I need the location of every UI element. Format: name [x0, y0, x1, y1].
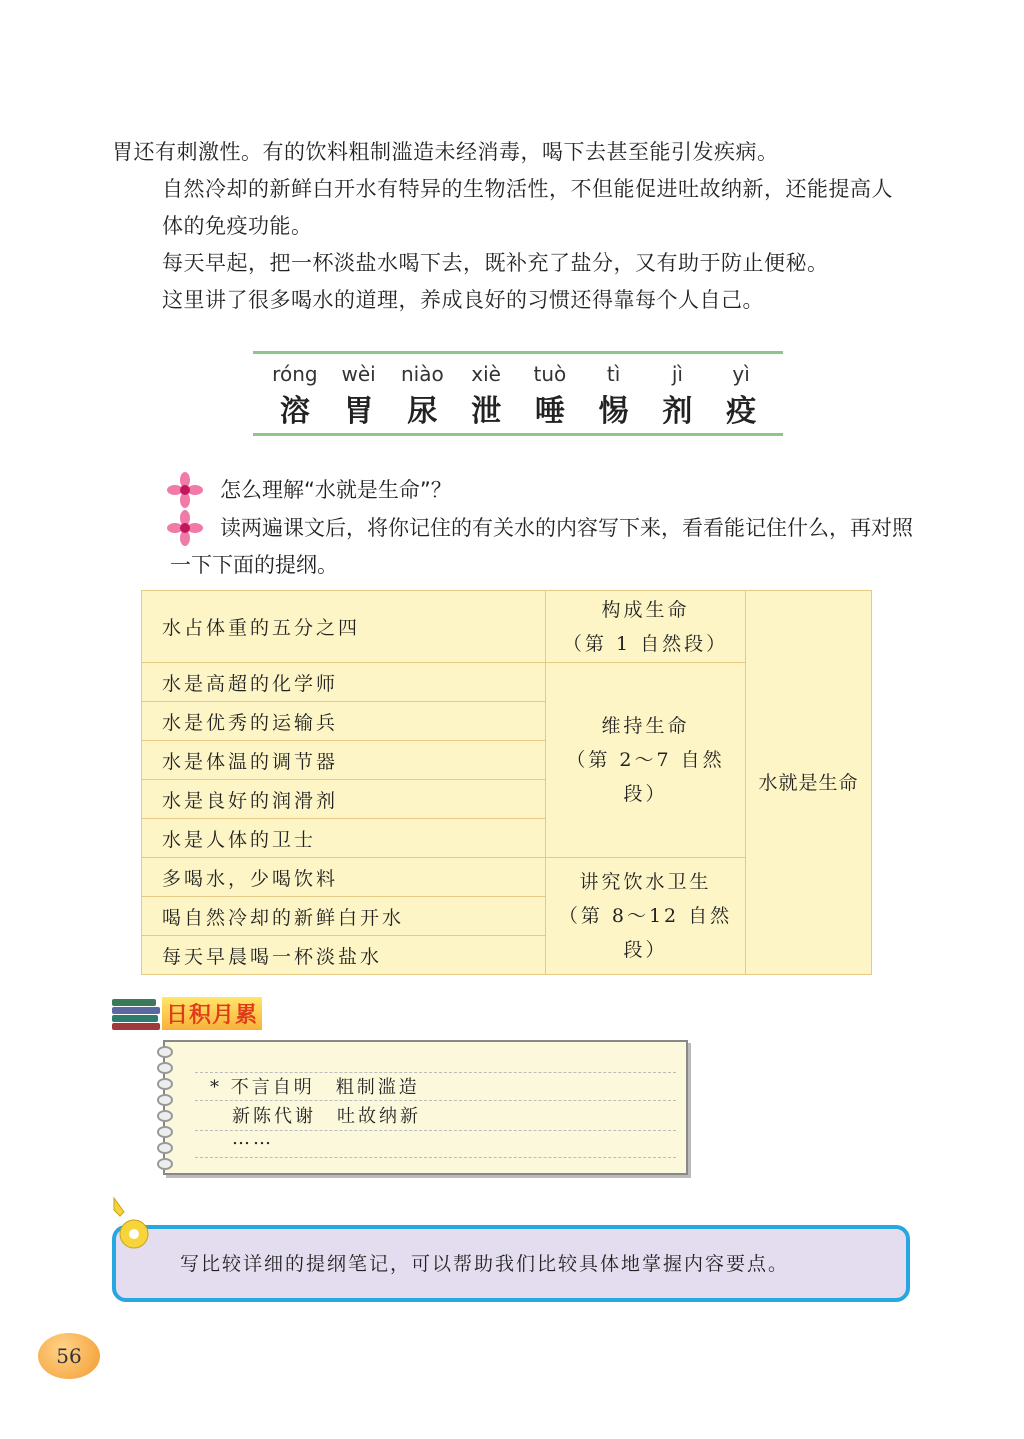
- ring-icon: [157, 1126, 173, 1138]
- outline-item: 喝自然冷却的新鲜白开水: [142, 897, 546, 936]
- outline-group: [546, 858, 746, 975]
- tip-box: [112, 1225, 910, 1302]
- ring-icon: [157, 1046, 173, 1058]
- hanzi: 尿: [407, 394, 438, 429]
- ring-icon: [157, 1110, 173, 1122]
- hanzi: 疫: [726, 394, 757, 429]
- pinyin: xiè: [471, 362, 501, 386]
- hanzi: 泄: [471, 394, 502, 429]
- outline-item: 水占体重的五分之四: [142, 591, 546, 663]
- outline-group: [546, 663, 746, 858]
- outline-item: 水是高超的化学师: [142, 663, 546, 702]
- group-paragraphs: （第 1 自然段）: [562, 632, 729, 655]
- ring-icon: [157, 1094, 173, 1106]
- question-2: 读两遍课文后，将你记住的有关水的内容写下来，看看能记住什么，再对照一下下面的提纲。: [170, 516, 913, 577]
- outline-table: [141, 590, 872, 975]
- group-paragraphs: （第 8～12 自然段）: [558, 905, 733, 961]
- section-header: [112, 995, 262, 1031]
- pinyin: róng: [272, 362, 318, 386]
- char-item: [456, 354, 516, 433]
- group-paragraphs: （第 2～7 自然段）: [566, 749, 725, 805]
- pinyin: tì: [606, 362, 621, 386]
- outline-item: 水是优秀的运输兵: [142, 702, 546, 741]
- char-item: [584, 354, 644, 433]
- hanzi: 惕: [598, 394, 629, 429]
- char-item: [520, 354, 580, 433]
- idiom-line: 新陈代谢 吐故纳新: [232, 1106, 421, 1127]
- hanzi: 唾: [534, 394, 565, 429]
- tip-text: 写比较详细的提纲笔记，可以帮助我们比较具体地掌握内容要点。: [180, 1253, 790, 1275]
- outline-item: 每天早晨喝一杯淡盐水: [142, 936, 546, 975]
- ring-icon: [157, 1078, 173, 1090]
- outline-group: [546, 591, 746, 663]
- flower-icon: [167, 472, 203, 508]
- hanzi: 溶: [279, 394, 310, 429]
- outline-item: 水是良好的润滑剂: [142, 780, 546, 819]
- char-item: [329, 354, 389, 433]
- pinyin: yì: [732, 362, 750, 386]
- notebook: [163, 1040, 688, 1175]
- ring-icon: [157, 1142, 173, 1154]
- paragraph-3: 每天早起，把一杯淡盐水喝下去，既补充了盐分，又有助于防止便秘。: [162, 251, 829, 275]
- outline-item: 多喝水，少喝饮料: [142, 858, 546, 897]
- char-item: [265, 354, 325, 433]
- question-1: 怎么理解“水就是生命”？: [220, 478, 452, 502]
- group-title: 维持生命: [601, 715, 690, 737]
- page-number: 56: [38, 1333, 100, 1379]
- group-title: 构成生命: [601, 598, 690, 621]
- paragraph-1: 胃还有刺激性。有的饮料粗制滥造未经消毒，喝下去甚至能引发疾病。: [112, 140, 779, 164]
- outline-item: 水是体温的调节器: [142, 741, 546, 780]
- section-title: 日积月累: [162, 997, 262, 1030]
- hanzi: 胃: [343, 394, 374, 429]
- paragraph-4: 这里讲了很多喝水的道理，养成良好的习惯还得靠每个人自己。: [162, 288, 764, 312]
- key-icon: [110, 1196, 156, 1256]
- hanzi: 剂: [662, 394, 693, 429]
- pinyin: niào: [401, 362, 444, 386]
- pinyin: tuò: [533, 362, 567, 386]
- outline-summary: 水就是生命: [746, 591, 872, 975]
- ring-icon: [157, 1062, 173, 1074]
- outline-item: 水是人体的卫士: [142, 819, 546, 858]
- paragraph-2: 自然冷却的新鲜白开水有特异的生物活性，不但能促进吐故纳新，还能提高人体的免疫功能。: [162, 177, 893, 238]
- char-item: [647, 354, 707, 433]
- books-icon: [112, 995, 162, 1031]
- pinyin: wèi: [341, 362, 376, 386]
- idiom-line: * 不言自明 粗制滥造: [210, 1077, 420, 1098]
- ellipsis: ……: [232, 1128, 274, 1149]
- pinyin: jì: [671, 362, 683, 386]
- group-title: 讲究饮水卫生: [579, 871, 712, 893]
- char-item: [392, 354, 452, 433]
- new-characters-box: [253, 351, 783, 436]
- ring-icon: [157, 1158, 173, 1170]
- char-item: [711, 354, 771, 433]
